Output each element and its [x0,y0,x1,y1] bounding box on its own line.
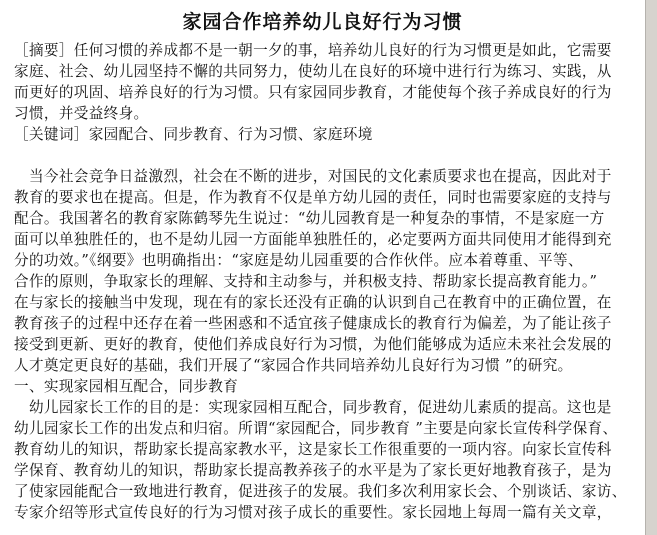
document-title: 家园合作培养幼儿良好行为习惯 [182,11,463,33]
text-line: 幼儿园家长工作的出发点和归宿。所谓“家园配合，同步教育 ”主要是向家长宣传科学保育、 [14,420,618,437]
text-line: 而更好的巩固、培养良好的行为习惯。只有家园同步教育，才能使每个孩子养成良好的行为 [14,84,612,101]
text-line: 人才奠定更良好的基础，我们开展了“家园合作共同培养幼儿良好行为习惯 ”的研究。 [14,357,573,374]
text-line: 学保育、教育幼儿的知识，帮助家长提高教养孩子的水平是为了家长更好地教育孩子，是为 [14,462,612,479]
blank-line [14,145,641,166]
text-line: 面可以单独胜任的，也不是幼儿园一方面能单独胜任的，必定要两方面共同使用才能得到充 [14,231,612,248]
text-line: 一、实现家园相互配合，同步教育 [14,378,239,395]
text-line: 当今社会竞争日益激烈，社会在不断的进步，对国民的文化素质要求也在提高，因此对于 [14,168,612,185]
vertical-scrollbar[interactable] [645,0,657,535]
text-line: 了使家园能配合一致地进行教育，促进孩子的发展。我们多次利用家长会、个别谈话、家访、 [14,483,627,500]
text-line: 接受到更新、更好的教育，使他们养成良好行为习惯，为他们能够成为适应未来社会发展的 [14,336,612,353]
text-line: ［关键词］家园配合、同步教育、行为习惯、家庭环境 [14,126,373,143]
text-line: 合作的原则，争取家长的理解、支持和主动参与，并积极支持、帮助家长提高教育能力。” [14,273,598,290]
text-line: 家庭、社会、幼儿园坚持不懈的共同努力，使幼儿在良好的环境中进行行为练习、实践，从 [14,63,612,80]
text-line: ［摘要］任何习惯的养成都不是一朝一夕的事，培养幼儿良好的行为习惯更是如此，它需要 [14,42,612,59]
text-line: 分的功效。”《纲要》也明确指出：“家庭是幼儿园重要的合作伙伴。应本着尊重、平等、 [14,252,583,269]
text-line: 幼儿园家长工作的目的是：实现家园相互配合，同步教育，促进幼儿素质的提高。这也是 [14,399,612,416]
text-line: 教育幼儿的知识，帮助家长提高家教水平，这是家长工作很重要的一项内容。向家长宣传科 [14,441,612,458]
text-line: 教育孩子的过程中还存在着一些困惑和不适宜孩子健康成长的教育行为偏差，为了能让孩子 [14,315,612,332]
text-line: 在与家长的接触当中发现，现在有的家长还没有正确的认识到自己在教育中的正确位置，在 [14,294,612,311]
document-body [14,40,641,523]
text-line: 专家介绍等形式宣传良好的行为习惯对孩子成长的重要性。家长园地上每周一篇有关文章， [14,504,612,521]
text-line: 教育的要求也在提高。但是，作为教育不仅是单方幼儿园的责任，同时也需要家庭的支持与 [14,189,612,206]
text-line: 习惯，并受益终身。 [14,105,149,122]
text-line: 配合。我国著名的教育家陈鹤琴先生说过：“幼儿园教育是一种复杂的事情，不是家庭一方 [14,210,605,227]
